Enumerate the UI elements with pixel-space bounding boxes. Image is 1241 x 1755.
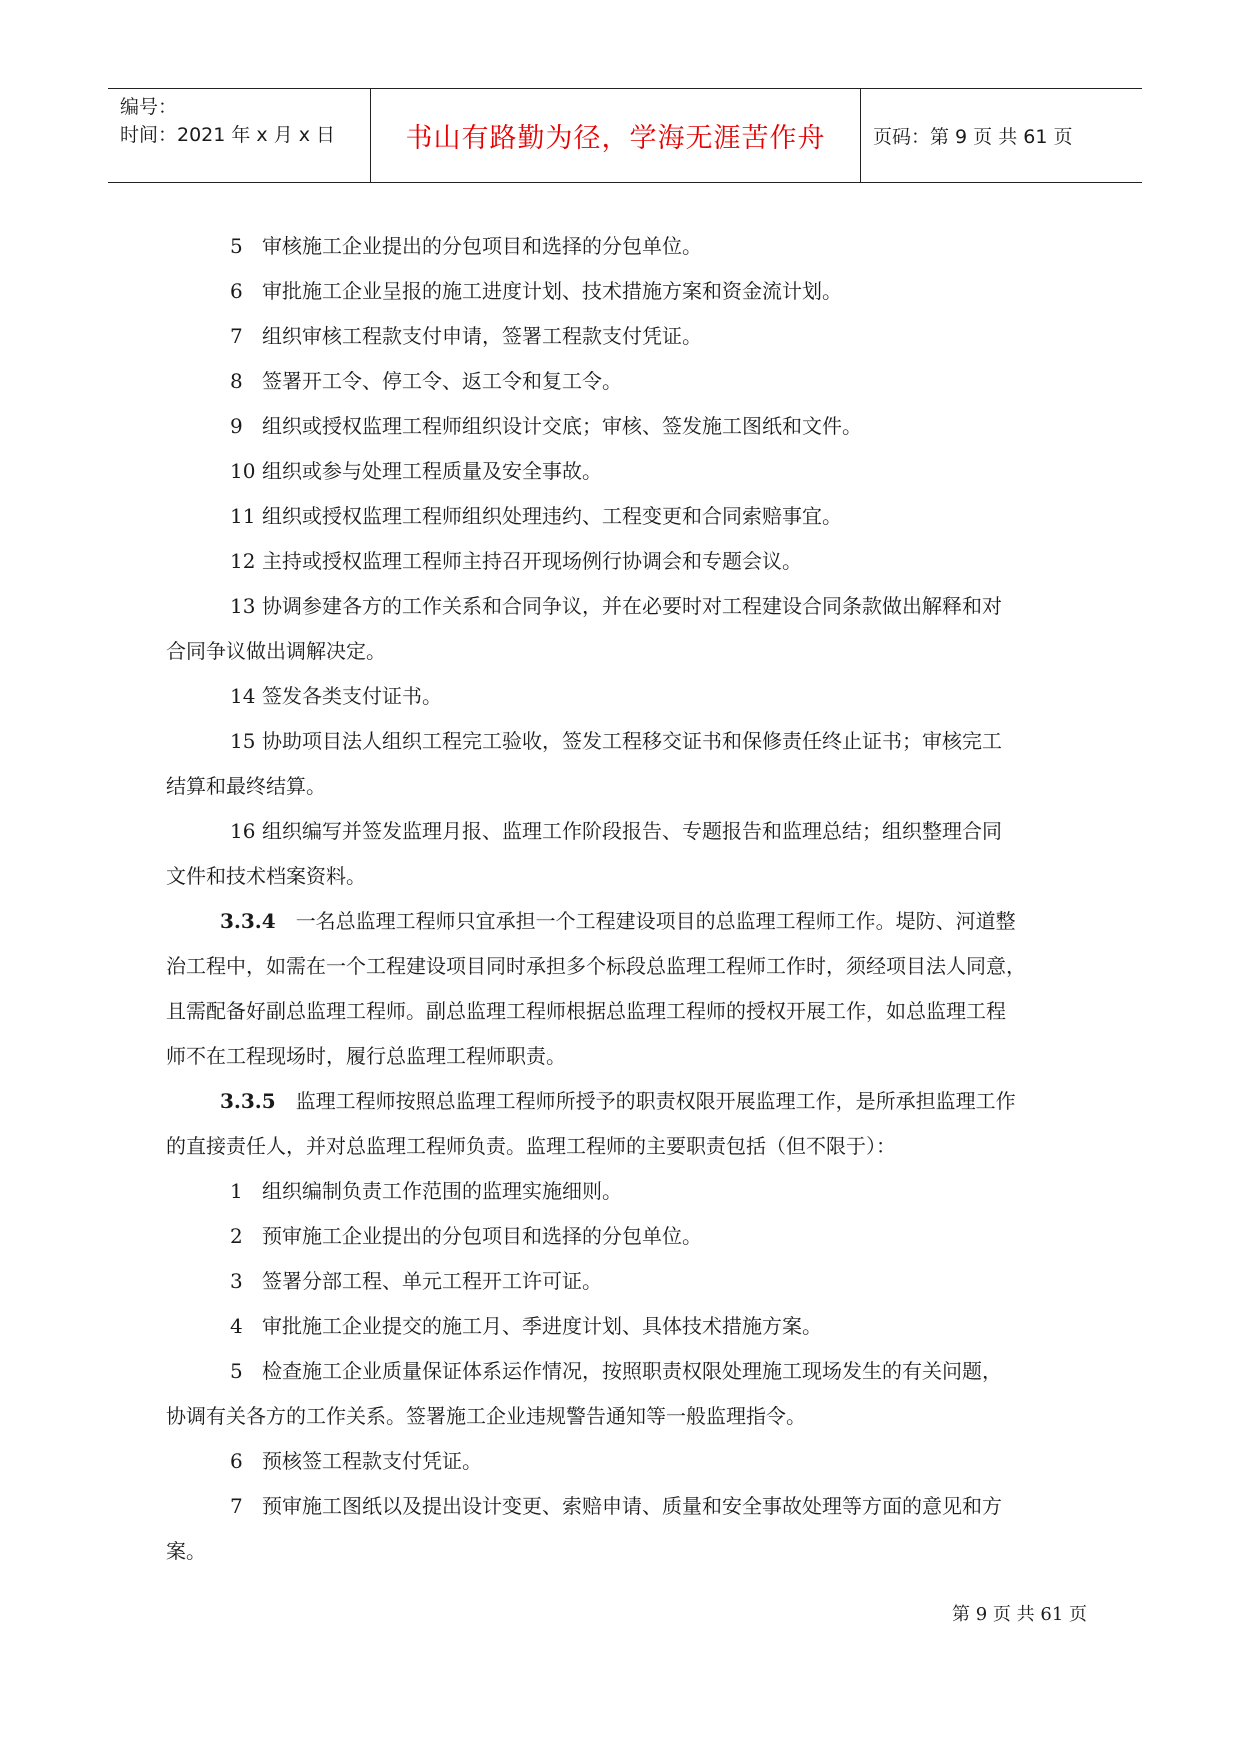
item-number: 9 — [230, 414, 243, 438]
item-text: 审核施工企业提出的分包项目和选择的分包单位。 — [262, 234, 702, 258]
item-text: 检查施工企业质量保证体系运作情况，按照职责权限处理施工现场发生的有关问题， — [262, 1359, 1002, 1383]
list-item — [166, 1169, 1086, 1214]
item-number: 7 — [230, 324, 243, 348]
header-left-cell — [108, 89, 371, 182]
item-number: 5 — [230, 1359, 243, 1383]
item-text: 预核签工程款支付凭证。 — [262, 1449, 482, 1473]
list-item — [166, 809, 1086, 854]
item-text: 组织审核工程款支付申请，签署工程款支付凭证。 — [262, 324, 702, 348]
list-item — [166, 1439, 1086, 1484]
item-number: 5 — [230, 234, 243, 258]
item-text: 审批施工企业呈报的施工进度计划、技术措施方案和资金流计划。 — [262, 279, 842, 303]
item-number: 15 — [230, 729, 256, 753]
item-text: 审批施工企业提交的施工月、季进度计划、具体技术措施方案。 — [262, 1314, 822, 1338]
item-number: 6 — [230, 279, 243, 303]
section-text-line: 师不在工程现场时，履行总监理工程师职责。 — [166, 1044, 566, 1068]
document-number-label: 编号： — [120, 96, 178, 118]
item-number: 13 — [230, 594, 256, 618]
item-number: 12 — [230, 549, 256, 573]
list-item-continuation: 合同争议做出调解决定。 — [166, 639, 386, 663]
item-number: 4 — [230, 1314, 243, 1338]
item-number: 10 — [230, 459, 256, 483]
section-text: 监理工程师按照总监理工程师所授予的职责权限开展监理工作，是所承担监理工作 — [295, 1089, 1016, 1113]
item-number: 11 — [230, 504, 256, 528]
list-item — [166, 1259, 1086, 1304]
item-text: 组织或参与处理工程质量及安全事故。 — [262, 459, 602, 483]
list-item-continuation: 文件和技术档案资料。 — [166, 864, 366, 888]
list-item-continuation: 协调有关各方的工作关系。签署施工企业违规警告通知等一般监理指令。 — [166, 1404, 806, 1428]
item-number: 2 — [230, 1224, 243, 1248]
document-header — [108, 88, 1142, 183]
list-item — [166, 269, 1086, 314]
header-page-info: 页码：第 9 页 共 61 页 — [873, 126, 1073, 148]
item-text: 组织或授权监理工程师组织设计交底；审核、签发施工图纸和文件。 — [262, 414, 862, 438]
document-body — [166, 224, 1086, 1574]
list-item — [166, 1304, 1086, 1349]
section-text-line: 且需配备好副总监理工程师。副总监理工程师根据总监理工程师的授权开展工作，如总监理工程 — [166, 999, 1006, 1023]
item-text: 组织或授权监理工程师组织处理违约、工程变更和合同索赔事宜。 — [262, 504, 842, 528]
item-text: 主持或授权监理工程师主持召开现场例行协调会和专题会议。 — [262, 549, 802, 573]
item-text: 签署开工令、停工令、返工令和复工令。 — [262, 369, 622, 393]
list-item — [166, 1214, 1086, 1259]
list-item-continuation: 结算和最终结算。 — [166, 774, 326, 798]
section-number: 3.3.4 — [220, 909, 276, 933]
item-number: 8 — [230, 369, 243, 393]
list-item — [166, 674, 1086, 719]
list-item — [166, 1484, 1086, 1529]
header-motto: 书山有路勤为径，学海无涯苦作舟 — [405, 123, 826, 154]
item-text: 组织编制负责工作范围的监理实施细则。 — [262, 1179, 622, 1203]
item-text: 预审施工企业提出的分包项目和选择的分包单位。 — [262, 1224, 702, 1248]
list-item-continuation: 案。 — [166, 1539, 206, 1563]
list-item — [166, 539, 1086, 584]
list-item — [166, 449, 1086, 494]
item-number: 1 — [230, 1179, 243, 1203]
section-number: 3.3.5 — [220, 1089, 276, 1113]
section-text-line: 治工程中，如需在一个工程建设项目同时承担多个标段总监理工程师工作时，须经项目法人同意， — [166, 954, 1026, 978]
list-item — [166, 719, 1086, 764]
header-page-cell — [861, 89, 1142, 182]
header-motto-cell — [371, 89, 861, 182]
item-text: 协助项目法人组织工程完工验收，签发工程移交证书和保修责任终止证书；审核完工 — [262, 729, 1002, 753]
section-text: 一名总监理工程师只宜承担一个工程建设项目的总监理工程师工作。堤防、河道整 — [295, 909, 1016, 933]
item-number: 6 — [230, 1449, 243, 1473]
list-item — [166, 584, 1086, 629]
section-paragraph — [166, 1079, 1086, 1124]
item-text: 组织编写并签发监理月报、监理工作阶段报告、专题报告和监理总结；组织整理合同 — [262, 819, 1002, 843]
item-text: 签发各类支付证书。 — [262, 684, 442, 708]
list-item — [166, 494, 1086, 539]
item-text: 协调参建各方的工作关系和合同争议，并在必要时对工程建设合同条款做出解释和对 — [262, 594, 1002, 618]
section-text-line: 的直接责任人，并对总监理工程师负责。监理工程师的主要职责包括（但不限于）： — [166, 1134, 896, 1158]
list-item — [166, 224, 1086, 269]
item-text: 签署分部工程、单元工程开工许可证。 — [262, 1269, 602, 1293]
item-text: 预审施工图纸以及提出设计变更、索赔申请、质量和安全事故处理等方面的意见和方 — [262, 1494, 1002, 1518]
section-paragraph — [166, 899, 1086, 944]
list-item — [166, 1349, 1086, 1394]
item-number: 7 — [230, 1494, 243, 1518]
item-number: 3 — [230, 1269, 243, 1293]
list-item — [166, 314, 1086, 359]
item-number: 14 — [230, 684, 256, 708]
list-item — [166, 359, 1086, 404]
page-footer: 第 9 页 共 61 页 — [952, 1604, 1087, 1625]
document-time-label: 时间：2021 年 x 月 x 日 — [120, 124, 336, 146]
list-item — [166, 404, 1086, 449]
item-number: 16 — [230, 819, 256, 843]
